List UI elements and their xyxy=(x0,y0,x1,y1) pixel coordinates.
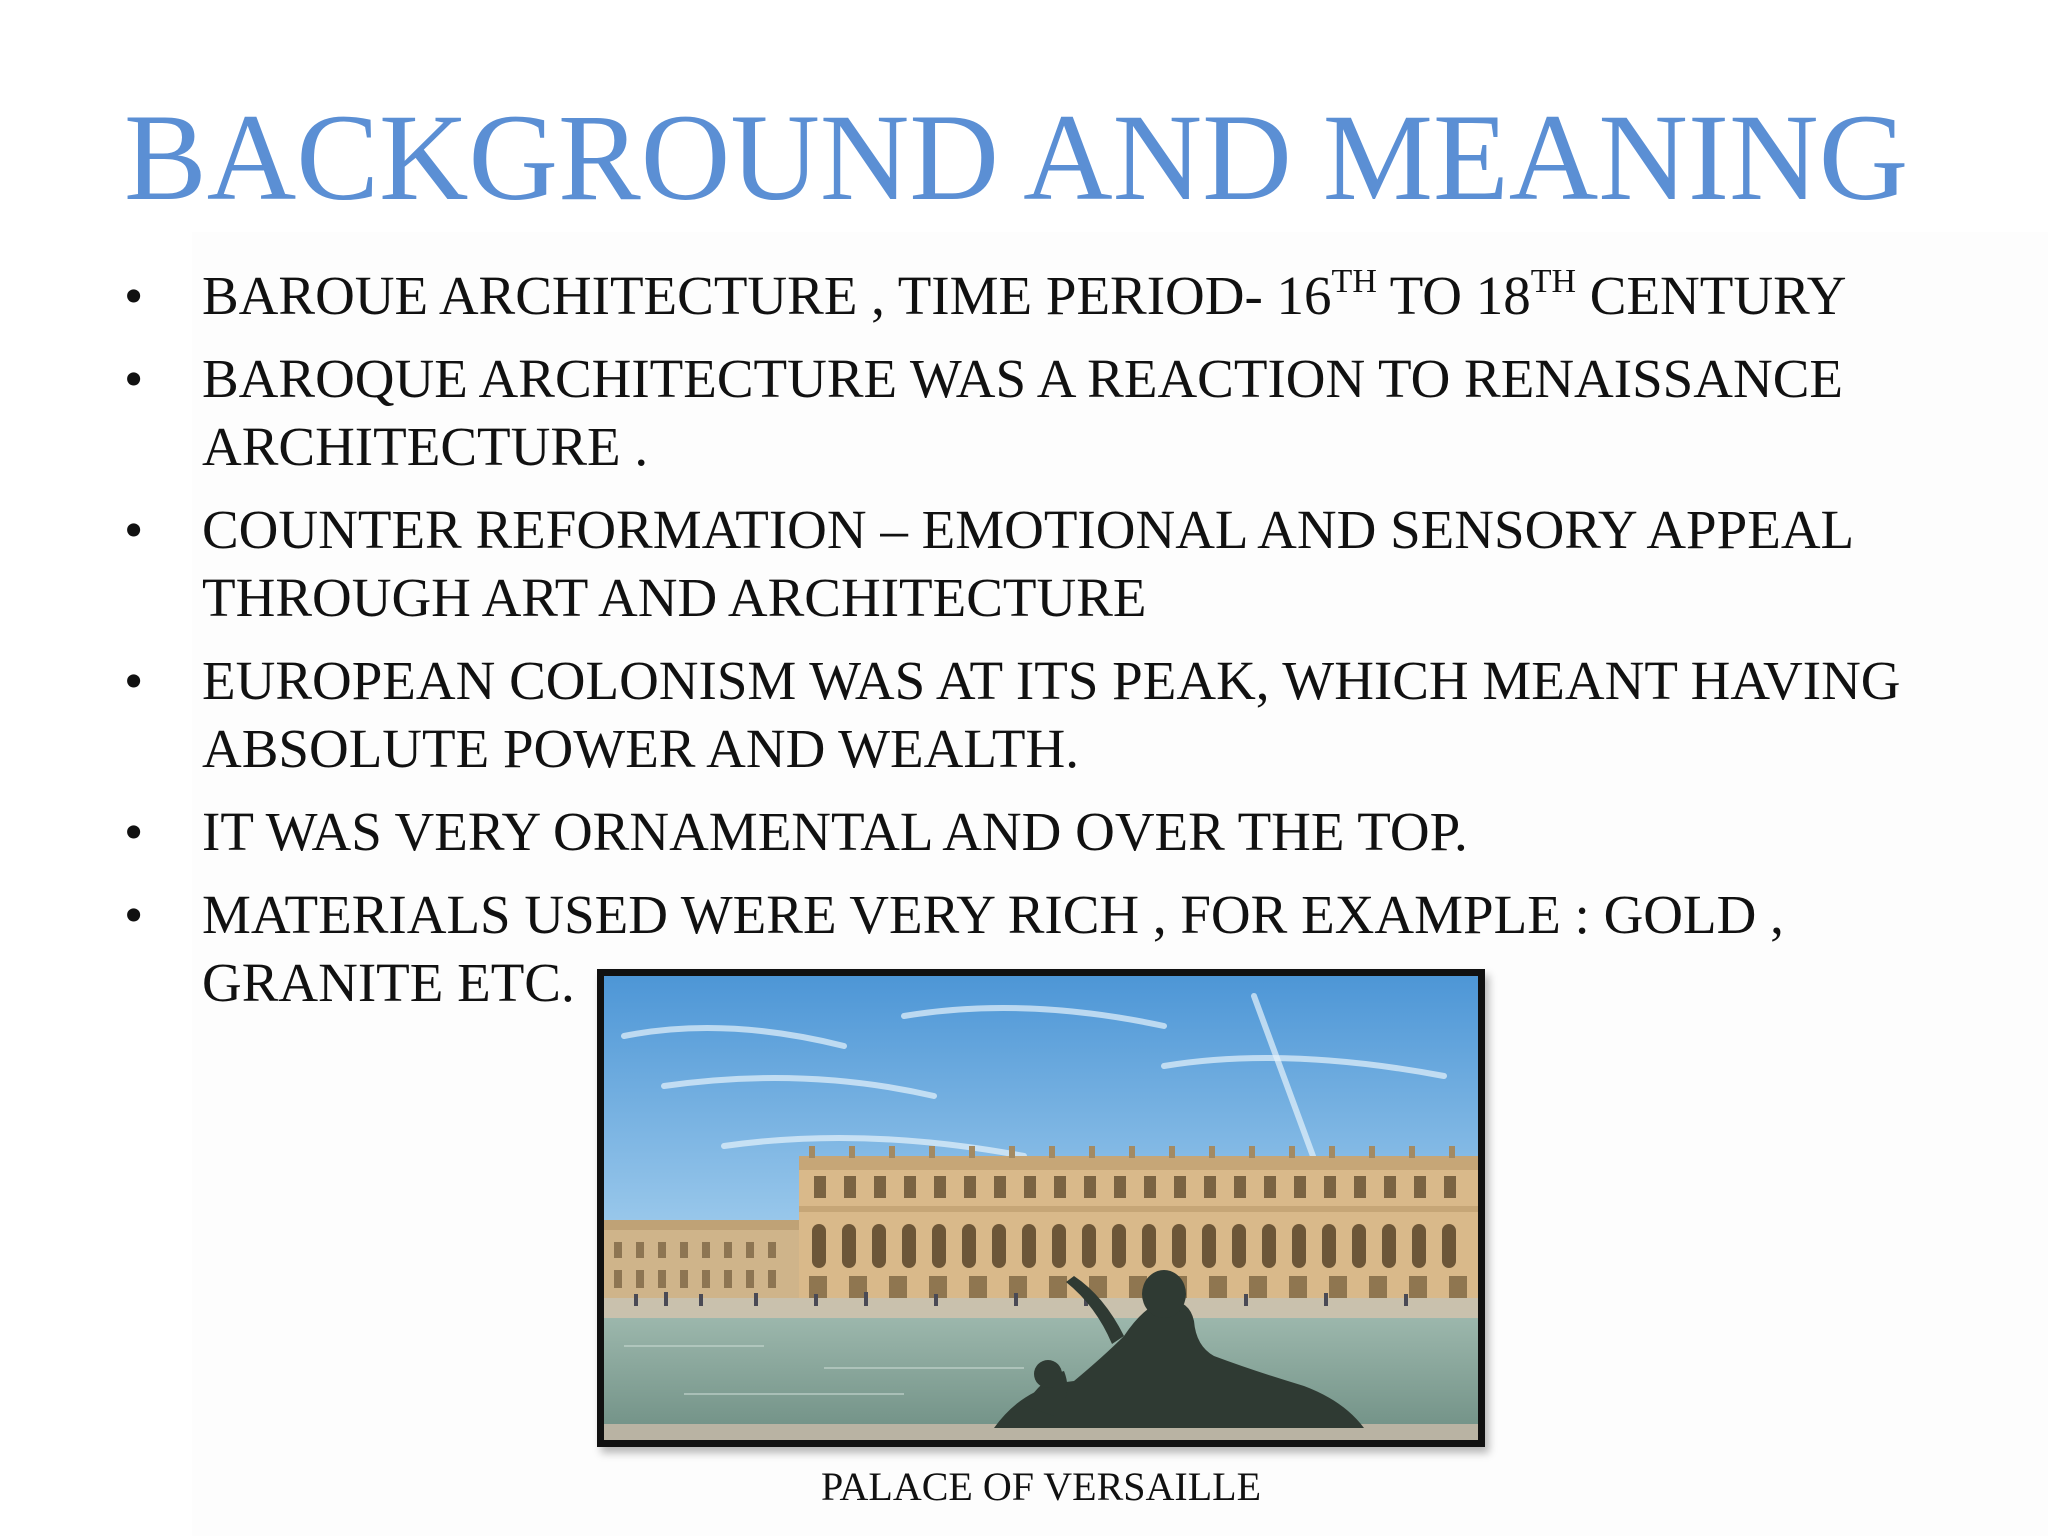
bullet-item-counter-reformation xyxy=(124,496,1924,632)
bullet-icon: • xyxy=(124,884,144,945)
bullet-list xyxy=(124,262,1924,1032)
superscript: TH xyxy=(1530,263,1577,300)
bullet-text: IT WAS VERY ORNAMENTAL AND OVER THE TOP. xyxy=(202,801,1468,862)
bullet-text: BAROUE ARCHITECTURE , TIME PERIOD- 16TH TO 18TH CENTURY xyxy=(202,263,1847,326)
bullet-text: MATERIALS USED WERE VERY RICH , FOR EXAMPLE : GOLD , GRANITE ETC. xyxy=(202,884,1784,1013)
superscript: TH xyxy=(1331,263,1377,300)
bullet-item-time-period xyxy=(124,262,1924,330)
bullet-text: COUNTER REFORMATION – EMOTIONAL AND SENSORY APPEAL THROUGH ART AND ARCHITECTURE xyxy=(202,499,1853,628)
photo-caption: PALACE OF VERSAILLE xyxy=(820,1464,1262,1509)
terrace xyxy=(604,1298,1478,1320)
bullet-item-colonism xyxy=(124,647,1924,783)
photo-illustration xyxy=(604,976,1478,1440)
palace-of-versailles-photo xyxy=(597,969,1485,1447)
bullet-text: BAROQUE ARCHITECTURE WAS A REACTION TO RENAISSANCE ARCHITECTURE . xyxy=(202,348,1843,477)
palace-main-building xyxy=(799,1146,1478,1306)
bullet-icon: • xyxy=(124,801,144,862)
palace-left-wing xyxy=(604,1220,804,1298)
bullet-icon: • xyxy=(124,348,144,409)
bullet-icon: • xyxy=(124,650,144,711)
bullet-item-ornamental xyxy=(124,798,1924,866)
bullet-icon: • xyxy=(124,499,144,560)
slide-title: BACKGROUND AND MEANING xyxy=(124,89,1909,226)
bullet-item-renaissance-reaction xyxy=(124,345,1924,481)
bullet-text: EUROPEAN COLONISM WAS AT ITS PEAK, WHICH MEANT HAVING ABSOLUTE POWER AND WEALTH. xyxy=(202,650,1901,779)
bullet-icon: • xyxy=(124,265,144,326)
